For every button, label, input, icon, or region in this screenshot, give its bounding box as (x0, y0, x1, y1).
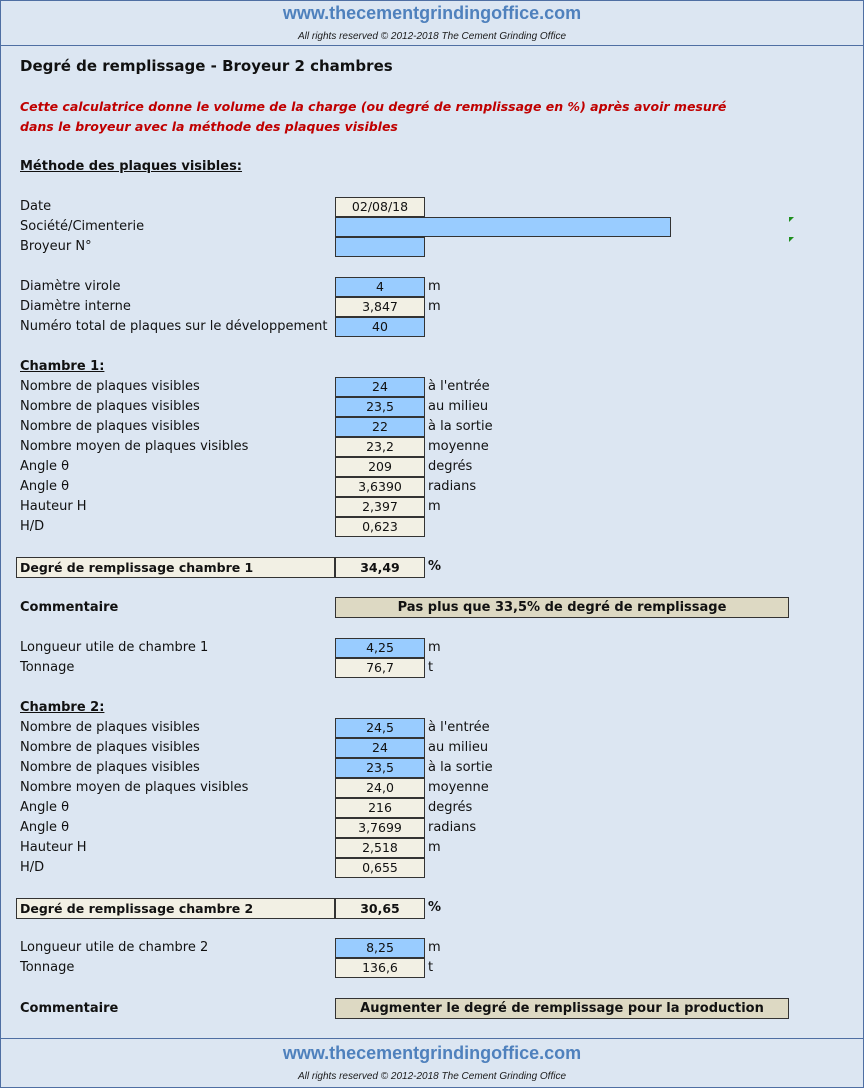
chamber2-row-label: Nombre de plaques visibles (20, 760, 200, 775)
date-label: Date (20, 199, 52, 214)
chamber2-length-label: Longueur utile de chambre 2 (20, 940, 209, 955)
chamber1-plates-inlet-cell[interactable]: 24 (335, 377, 425, 397)
header-site-link[interactable]: www.thecementgrindingoffice.com (282, 3, 582, 23)
chamber1-tonnage-unit: t (428, 660, 434, 675)
page-title: Degré de remplissage - Broyeur 2 chambres (20, 57, 393, 75)
chamber1-tonnage-cell[interactable]: 76,7 (335, 658, 425, 678)
chamber1-angle-radians-cell[interactable]: 3,6390 (335, 477, 425, 497)
chamber1-row-unit: au milieu (428, 399, 489, 414)
chamber2-comment-cell[interactable]: Augmenter le degré de remplissage pour la production (335, 998, 789, 1019)
chamber1-fill-unit: % (428, 559, 442, 574)
chamber2-row-label: Hauteur H (20, 840, 87, 855)
chamber1-fill-label: Degré de remplissage chambre 1 (16, 557, 335, 578)
chamber1-length-cell[interactable]: 4,25 (335, 638, 425, 658)
chamber2-fill-label: Degré de remplissage chambre 2 (16, 898, 335, 919)
chamber1-row-label: Angle θ (20, 479, 70, 494)
chamber2-length-unit: m (428, 940, 441, 955)
chamber2-angle-radians-cell[interactable]: 3,7699 (335, 818, 425, 838)
chamber1-hd-cell[interactable]: 0,623 (335, 517, 425, 537)
chamber1-length-unit: m (428, 640, 441, 655)
header-rights: All rights reserved © 2012-2018 The Cement Grinding Office (297, 31, 567, 42)
chamber1-row-unit: moyenne (428, 439, 489, 454)
chamber1-comment-label: Commentaire (20, 600, 119, 615)
chamber2-row-unit: m (428, 840, 441, 855)
chamber1-plates-outlet-cell[interactable]: 22 (335, 417, 425, 437)
chamber2-tonnage-unit: t (428, 960, 434, 975)
chamber2-plates-inlet-cell[interactable]: 24,5 (335, 718, 425, 738)
chamber2-row-unit: degrés (428, 800, 473, 815)
shell-diameter-label: Diamètre virole (20, 279, 121, 294)
chamber1-comment-cell[interactable]: Pas plus que 33,5% de degré de remplissage (335, 597, 789, 618)
plates-total-cell[interactable]: 40 (335, 317, 425, 337)
plates-total-label: Numéro total de plaques sur le développement (20, 319, 328, 334)
chamber2-plates-middle-cell[interactable]: 24 (335, 738, 425, 758)
chamber2-angle-degrees-cell[interactable]: 216 (335, 798, 425, 818)
chamber2-row-label: Nombre de plaques visibles (20, 740, 200, 755)
internal-diameter-label: Diamètre interne (20, 299, 131, 314)
internal-diameter-cell[interactable]: 3,847 (335, 297, 425, 317)
chamber1-heading: Chambre 1: (20, 359, 105, 374)
chamber2-row-unit: au milieu (428, 740, 489, 755)
chamber1-tonnage-label: Tonnage (20, 660, 75, 675)
chamber1-fill-cell[interactable]: 34,49 (335, 557, 425, 578)
company-label: Société/Cimenterie (20, 219, 145, 234)
chamber1-angle-degrees-cell[interactable]: 209 (335, 457, 425, 477)
chamber2-length-cell[interactable]: 8,25 (335, 938, 425, 958)
chamber1-row-label: Nombre moyen de plaques visibles (20, 439, 249, 454)
chamber2-heading: Chambre 2: (20, 700, 105, 715)
chamber1-row-unit: à l'entrée (428, 379, 490, 394)
chamber1-row-label: Nombre de plaques visibles (20, 379, 200, 394)
chamber2-row-unit: moyenne (428, 780, 489, 795)
chamber1-row-unit: degrés (428, 459, 473, 474)
intro-line-1: Cette calculatrice donne le volume de la charge (ou degré de remplissage en %) après avoir mesuré (20, 99, 727, 114)
internal-diameter-unit: m (428, 299, 441, 314)
footer-site-link[interactable]: www.thecementgrindingoffice.com (282, 1043, 582, 1063)
footer-rights: All rights reserved © 2012-2018 The Cement Grinding Office (297, 1071, 567, 1082)
chamber1-row-label: Nombre de plaques visibles (20, 419, 200, 434)
chamber2-row-label: Angle θ (20, 820, 70, 835)
chamber2-tonnage-label: Tonnage (20, 960, 75, 975)
chamber1-row-unit: radians (428, 479, 477, 494)
chamber2-row-unit: à l'entrée (428, 720, 490, 735)
chamber2-height-cell[interactable]: 2,518 (335, 838, 425, 858)
chamber2-plates-average-cell[interactable]: 24,0 (335, 778, 425, 798)
shell-diameter-cell[interactable]: 4 (335, 277, 425, 297)
date-cell[interactable]: 02/08/18 (335, 197, 425, 217)
chamber2-row-label: Angle θ (20, 800, 70, 815)
chamber2-hd-cell[interactable]: 0,655 (335, 858, 425, 878)
chamber1-row-label: Nombre de plaques visibles (20, 399, 200, 414)
chamber2-tonnage-cell[interactable]: 136,6 (335, 958, 425, 978)
chamber2-fill-cell[interactable]: 30,65 (335, 898, 425, 919)
chamber2-row-unit: radians (428, 820, 477, 835)
chamber1-height-cell[interactable]: 2,397 (335, 497, 425, 517)
chamber2-row-label: Nombre moyen de plaques visibles (20, 780, 249, 795)
chamber1-row-unit: m (428, 499, 441, 514)
chamber2-row-unit: à la sortie (428, 760, 493, 775)
intro-line-2: dans le broyeur avec la méthode des plaques visibles (20, 119, 398, 134)
shell-diameter-unit: m (428, 279, 441, 294)
chamber2-comment-label: Commentaire (20, 1001, 119, 1016)
chamber2-row-label: H/D (20, 860, 45, 875)
chamber1-plates-average-cell[interactable]: 23,2 (335, 437, 425, 457)
chamber1-plates-middle-cell[interactable]: 23,5 (335, 397, 425, 417)
chamber2-row-label: Nombre de plaques visibles (20, 720, 200, 735)
mill-label: Broyeur N° (20, 239, 92, 254)
chamber2-plates-outlet-cell[interactable]: 23,5 (335, 758, 425, 778)
chamber1-row-label: Angle θ (20, 459, 70, 474)
chamber1-row-label: Hauteur H (20, 499, 87, 514)
method-heading: Méthode des plaques visibles: (20, 159, 243, 174)
chamber2-fill-unit: % (428, 900, 442, 915)
chamber1-row-label: H/D (20, 519, 45, 534)
chamber1-row-unit: à la sortie (428, 419, 493, 434)
chamber1-length-label: Longueur utile de chambre 1 (20, 640, 209, 655)
